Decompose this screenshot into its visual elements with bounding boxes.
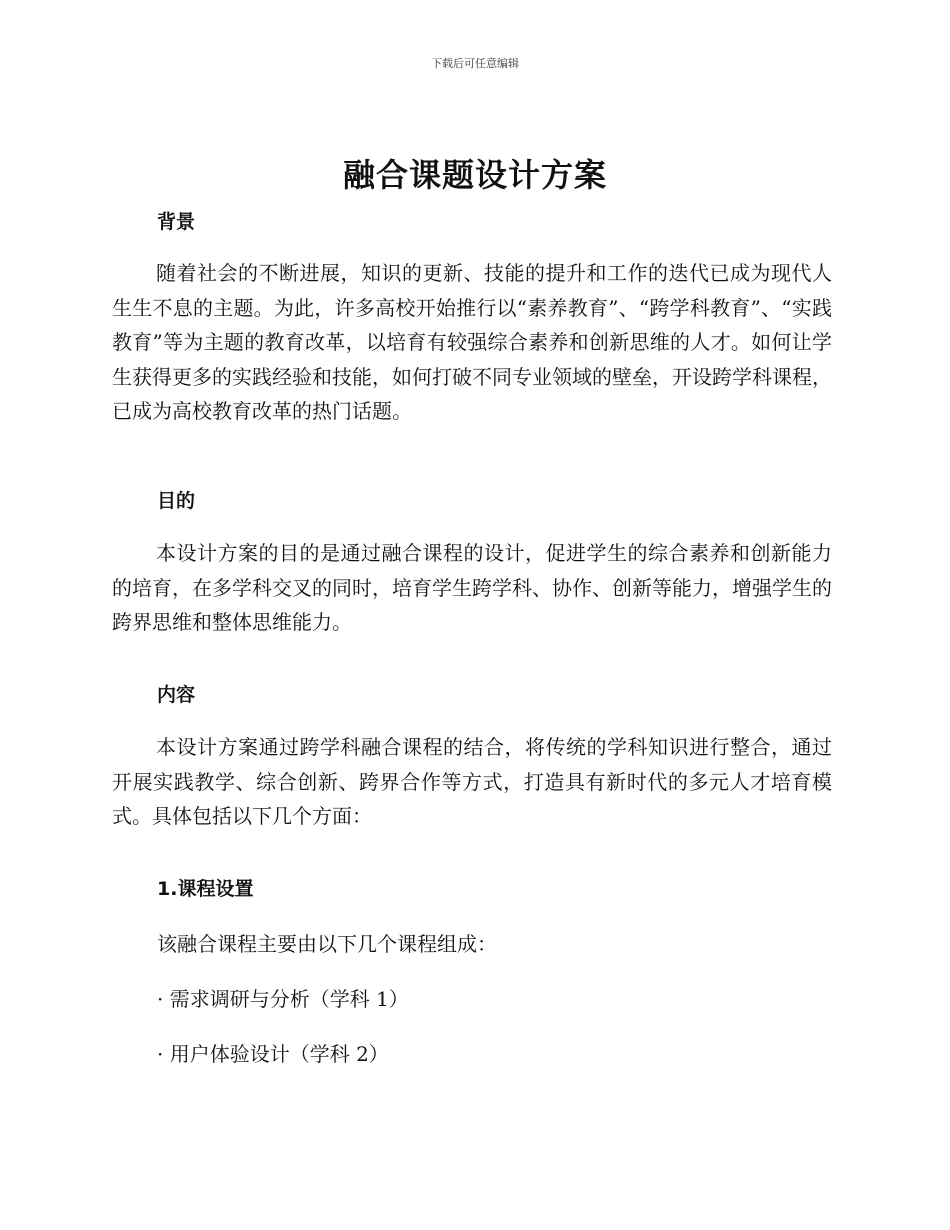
section-heading-content: 内容 <box>157 684 196 706</box>
list-item: · 用户体验设计（学科 2） <box>157 1042 389 1066</box>
section-heading-course-setup: 1.课程设置 <box>157 878 254 900</box>
page-title: 融合课题设计方案 <box>342 156 607 194</box>
paragraph-content: 本设计方案通过跨学科融合课程的结合，将传统的学科知识进行整合，通过开展实践教学、综合创新、跨界合作等方式，打造具有新时代的多元人才培育模式。具体包括以下几个方面： <box>112 735 832 828</box>
paragraph-background: 随着社会的不断进展，知识的更新、技能的提升和工作的迭代已成为现代人生生不息的主题。为此，许多高校开始推行以“素养教育”、“跨学科教育”、“实践教育”等为主题的教育改革，以培育有较强综合素养和创新思维的人才。如何让学生获得更多的实践经验和技能，如何打破不同专业领域的壁垒，开设跨学科课程，已成为高校教育改革的热门话题。 <box>112 261 832 423</box>
paragraph-purpose: 本设计方案的目的是通过融合课程的设计，促进学生的综合素养和创新能力的培育，在多学科交叉的同时，培育学生跨学科、协作、创新等能力，增强学生的跨界思维和整体思维能力。 <box>112 541 832 634</box>
section-heading-purpose: 目的 <box>157 490 196 512</box>
course-setup-intro: 该融合课程主要由以下几个课程组成： <box>157 932 497 956</box>
header-note: 下载后可任意编辑 <box>431 57 519 70</box>
list-item: · 需求调研与分析（学科 1） <box>157 987 409 1011</box>
section-heading-background: 背景 <box>157 211 196 233</box>
